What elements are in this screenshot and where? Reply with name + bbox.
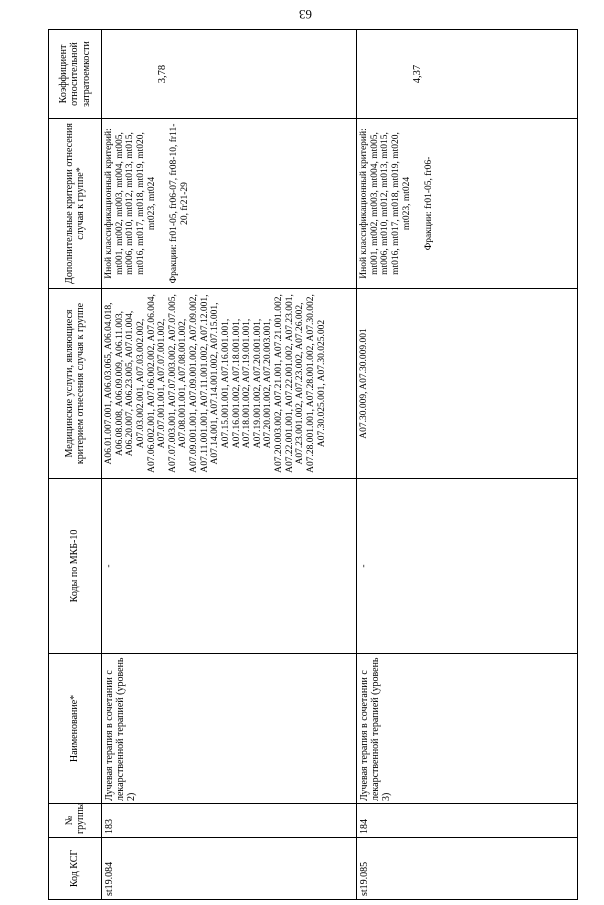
cell-mkb: - xyxy=(357,479,578,654)
header-criteria: Дополнительные критерии отнесения случая к группе* xyxy=(49,119,102,289)
cell-services: A06.01.007.001, A06.03.065, A06.04.018, A06.08.008, A06.09.009, A06.11.003, A06.20.007, A06.23.005, A07.01.004, A07.03.002.001, A07.03.002.002, A07.06.002.001, A07.06.002.002, A07.06.004, A07.07.001.001, A07.07.001.002, A07.07.003.001, A07.07.003.002, A07.07.005, A07.08.001.001, A07.08.001.002, A07.09.001.001, A07.09.001.002, A07.09.002, A07.11.001.001, A07.11.001.002, A07.12.001, A07.14.001, A07.14.001.002, A07.15.001, A07.15.001.001, A07.16.001.001, A07.16.001.002, A07.18.001.001, A07.18.001.002, A07.19.001.001, A07.19.001.002, A07.20.001.001, A07.20.001.002, A07.20.003.001, A07.20.003.002, A07.21.001, A07.21.001.002, A07.22.001.001, A07.22.001.002, A07.23.001, A07.23.001.002, A07.23.002, A07.26.002, A07.28.001.001, A07.28.001.002, A07.30.002, A07.30.025.001, A07.30.025.002 xyxy=(102,289,357,479)
cell-code: st19.085 xyxy=(357,838,578,900)
fractions-text: Фракции: fr01-05, fr06-07, fr08-10, fr11-20, fr21-29 xyxy=(169,123,190,284)
header-name: Наименование* xyxy=(49,654,102,804)
criteria-text: Иной классификационный критерий: mt001, mt002, mt003, mt004, mt005, mt006, mt010, mt012, mt013, mt015, mt016, mt017, mt018, mt019, mt020, mt023, mt024 xyxy=(359,128,412,279)
criteria-text: Иной классификационный критерий: mt001, mt002, mt003, mt004, mt005, mt006, mt010, mt012, mt013, mt015, mt016, mt017, mt018, mt019, mt020, mt023, mt024 xyxy=(104,128,157,279)
cell-criteria xyxy=(357,119,578,289)
cell-criteria xyxy=(102,119,357,289)
cell-name: Лучевая терапия в сочетании с лекарственной терапией (уровень 2) xyxy=(102,654,357,804)
table-row xyxy=(357,30,578,900)
cell-coef: 4,37 xyxy=(357,30,578,119)
ksg-table xyxy=(48,29,578,900)
cell-num: 184 xyxy=(357,804,578,838)
header-services: Медицинские услуги, являющиеся критерием отнесения случая к группе xyxy=(49,289,102,479)
header-num: № группы xyxy=(49,804,102,838)
cell-num: 183 xyxy=(102,804,357,838)
cell-code: st19.084 xyxy=(102,838,357,900)
fractions-text: Фракции: fr01-05, fr06- xyxy=(424,156,435,251)
header-mkb: Коды по МКБ-10 xyxy=(49,479,102,654)
cell-mkb: - xyxy=(102,479,357,654)
table-wrapper xyxy=(48,30,578,900)
cell-name: Лучевая терапия в сочетании с лекарственной терапией (уровень 3) xyxy=(357,654,578,804)
cell-coef: 3,78 xyxy=(102,30,357,119)
table-header-row xyxy=(49,30,102,900)
header-coef: Коэффициент относительной затратоемкости xyxy=(49,30,102,119)
table-row xyxy=(102,30,357,900)
header-code: Код КСГ xyxy=(49,838,102,900)
rotated-table-frame xyxy=(48,30,578,900)
cell-services: A07.30.009, A07.30.009.001 xyxy=(357,289,578,479)
page-number: 63 xyxy=(299,7,312,22)
